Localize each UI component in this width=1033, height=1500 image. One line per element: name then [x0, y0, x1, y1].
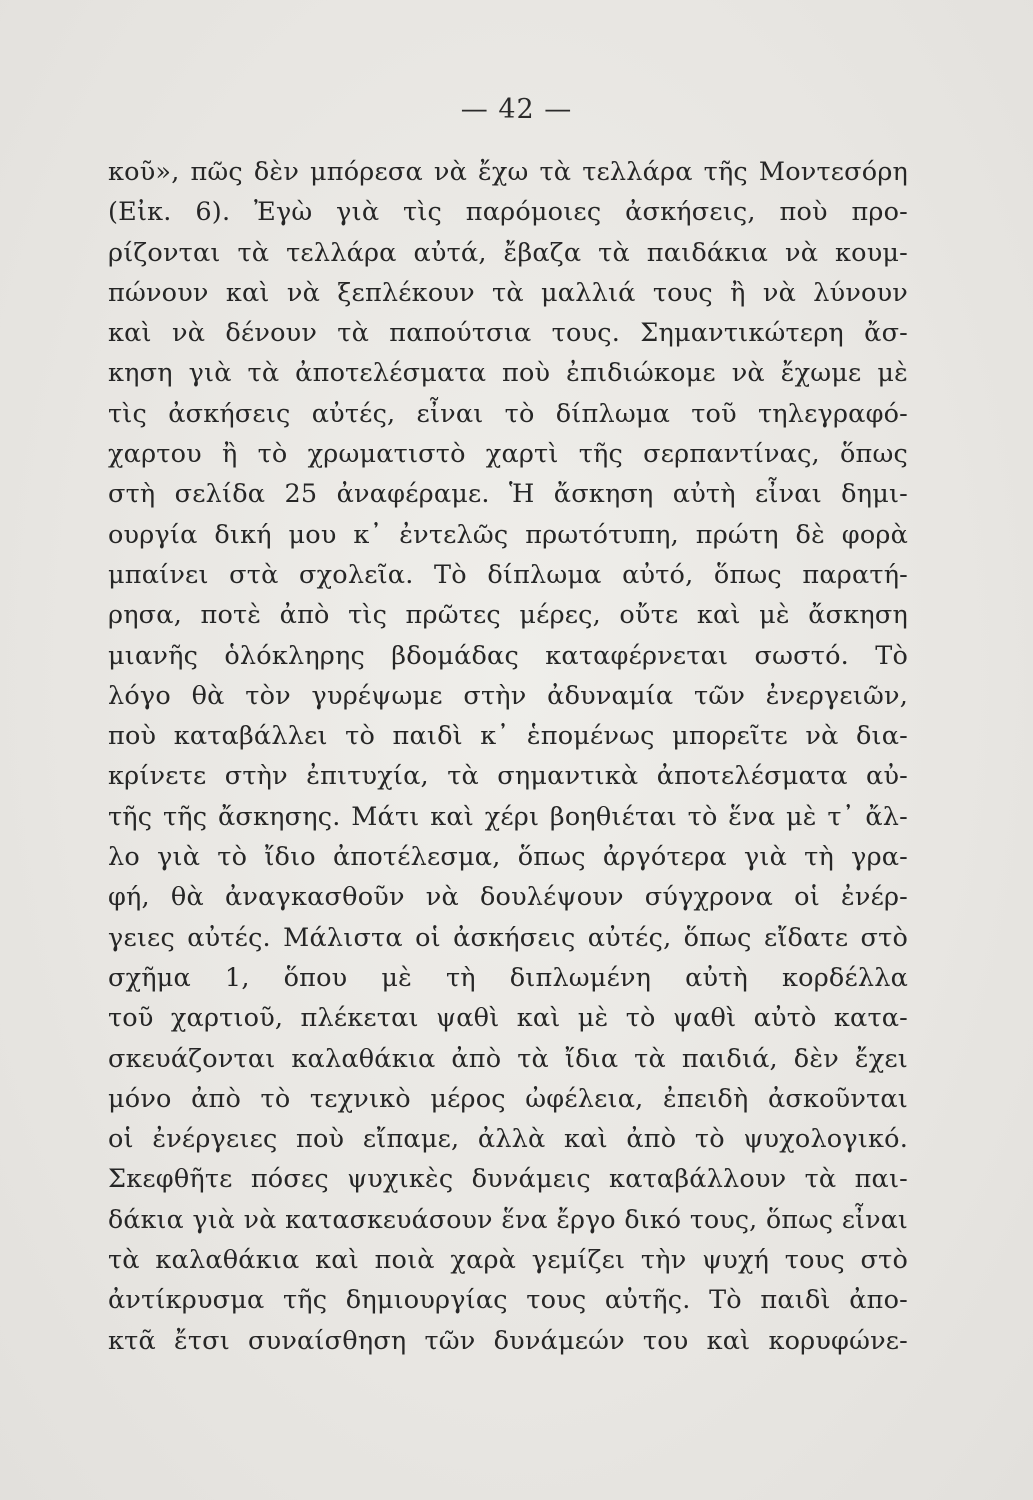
text-line: χαρτου ἢ τὸ χρωματιστὸ χαρτὶ τῆς σερπαντίνας, ὅπως	[108, 439, 908, 470]
text-line: τὶς ἀσκήσεις αὐτές, εἶναι τὸ δίπλωμα τοῦ τηλεγραφό-	[108, 398, 908, 429]
text-line: κηση γιὰ τὰ ἀποτελέσματα ποὺ ἐπιδιώκομε νὰ ἔχωμε μὲ	[108, 358, 908, 389]
text-line: μιανῆς ὁλόκληρης βδομάδας καταφέρνεται σωστό. Τὸ	[108, 640, 908, 671]
text-line: λο γιὰ τὸ ἴδιο ἀποτέλεσμα, ὅπως ἀργότερα γιὰ τὴ γρα-	[108, 842, 908, 873]
text-line: στὴ σελίδα 25 ἀναφέραμε. Ἡ ἄσκηση αὐτὴ εἶναι δημι-	[108, 479, 908, 510]
text-line: ρησα, ποτὲ ἀπὸ τὶς πρῶτες μέρες, οὔτε καὶ μὲ ἄσκηση	[108, 600, 908, 631]
text-line: ποὺ καταβάλλει τὸ παιδὶ κ᾽ ἑπομένως μπορεῖτε νὰ δια-	[108, 721, 908, 752]
text-line: μπαίνει στὰ σχολεῖα. Τὸ δίπλωμα αὐτό, ὅπως παρατή-	[108, 559, 908, 590]
text-line: δάκια γιὰ νὰ κατασκευάσουν ἕνα ἔργο δικό τους, ὅπως εἶναι	[108, 1204, 908, 1234]
text-line: ρίζονται τὰ τελλάρα αὐτά, ἔβαζα τὰ παιδάκια νὰ κουμ-	[108, 237, 908, 268]
text-line: σκευάζονται καλαθάκια ἀπὸ τὰ ἴδια τὰ παιδιά, δὲν ἔχει	[108, 1043, 908, 1074]
text-line: λόγο θὰ τὸν γυρέψωμε στὴν ἀδυναμία τῶν ἐνεργειῶν,	[108, 680, 908, 711]
text-line: κοῦ», πῶς δὲν μπόρεσα νὰ ἔχω τὰ τελλάρα τῆς Μοντεσόρη	[108, 157, 908, 187]
text-line: σχῆμα 1, ὅπου μὲ τὴ διπλωμένη αὐτὴ κορδέλλα	[108, 962, 908, 993]
text-line: τῆς τῆς ἄσκησης. Μάτι καὶ χέρι βοηθιέται τὸ ἕνα μὲ τ᾽ ἄλ-	[108, 801, 908, 832]
text-line: ουργία δική μου κ᾽ ἐντελῶς πρωτότυπη, πρώτη δὲ φορὰ	[108, 519, 908, 550]
text-line: μόνο ἀπὸ τὸ τεχνικὸ μέρος ὠφέλεια, ἐπειδὴ ἀσκοῦνται	[108, 1083, 908, 1114]
text-line: οἱ ἐνέργειες ποὺ εἴπαμε, ἀλλὰ καὶ ἀπὸ τὸ ψυχολογικό.	[108, 1124, 908, 1155]
text-line: Σκεφθῆτε πόσες ψυχικὲς δυνάμεις καταβάλλουν τὰ παι-	[108, 1164, 908, 1195]
text-line: φή, θὰ ἀναγκασθοῦν νὰ δουλέψουν σύγχρονα οἱ ἐνέρ-	[108, 882, 908, 913]
text-line: (Εἰκ. 6). Ἐγὼ γιὰ τὶς παρόμοιες ἀσκήσεις, ποὺ προ-	[108, 197, 908, 228]
text-line: καὶ νὰ δένουν τὰ παπούτσια τους. Σημαντικώτερη ἄσ-	[108, 318, 908, 349]
text-line: κτᾶ ἔτσι συναίσθηση τῶν δυνάμεών του καὶ κορυφώνε-	[108, 1325, 908, 1356]
page-number: — 42 —	[460, 94, 573, 125]
text-line: τὰ καλαθάκια καὶ ποιὰ χαρὰ γεμίζει τὴν ψυχή τους στὸ	[108, 1245, 908, 1276]
text-line: γειες αὐτές. Μάλιστα οἱ ἀσκήσεις αὐτές, ὅπως εἴδατε στὸ	[108, 922, 908, 953]
text-line: πώνουν καὶ νὰ ξεπλέκουν τὰ μαλλιά τους ἢ νὰ λύνουν	[108, 277, 908, 308]
text-line: τοῦ χαρτιοῦ, πλέκεται ψαθὶ καὶ μὲ τὸ ψαθὶ αὐτὸ κατα-	[108, 1003, 908, 1034]
body-text	[108, 152, 908, 1361]
text-line: ἀντίκρυσμα τῆς δημιουργίας τους αὐτῆς. Τὸ παιδὶ ἀπο-	[108, 1285, 908, 1316]
text-line: κρίνετε στὴν ἐπιτυχία, τὰ σημαντικὰ ἀποτελέσματα αὐ-	[108, 761, 908, 792]
